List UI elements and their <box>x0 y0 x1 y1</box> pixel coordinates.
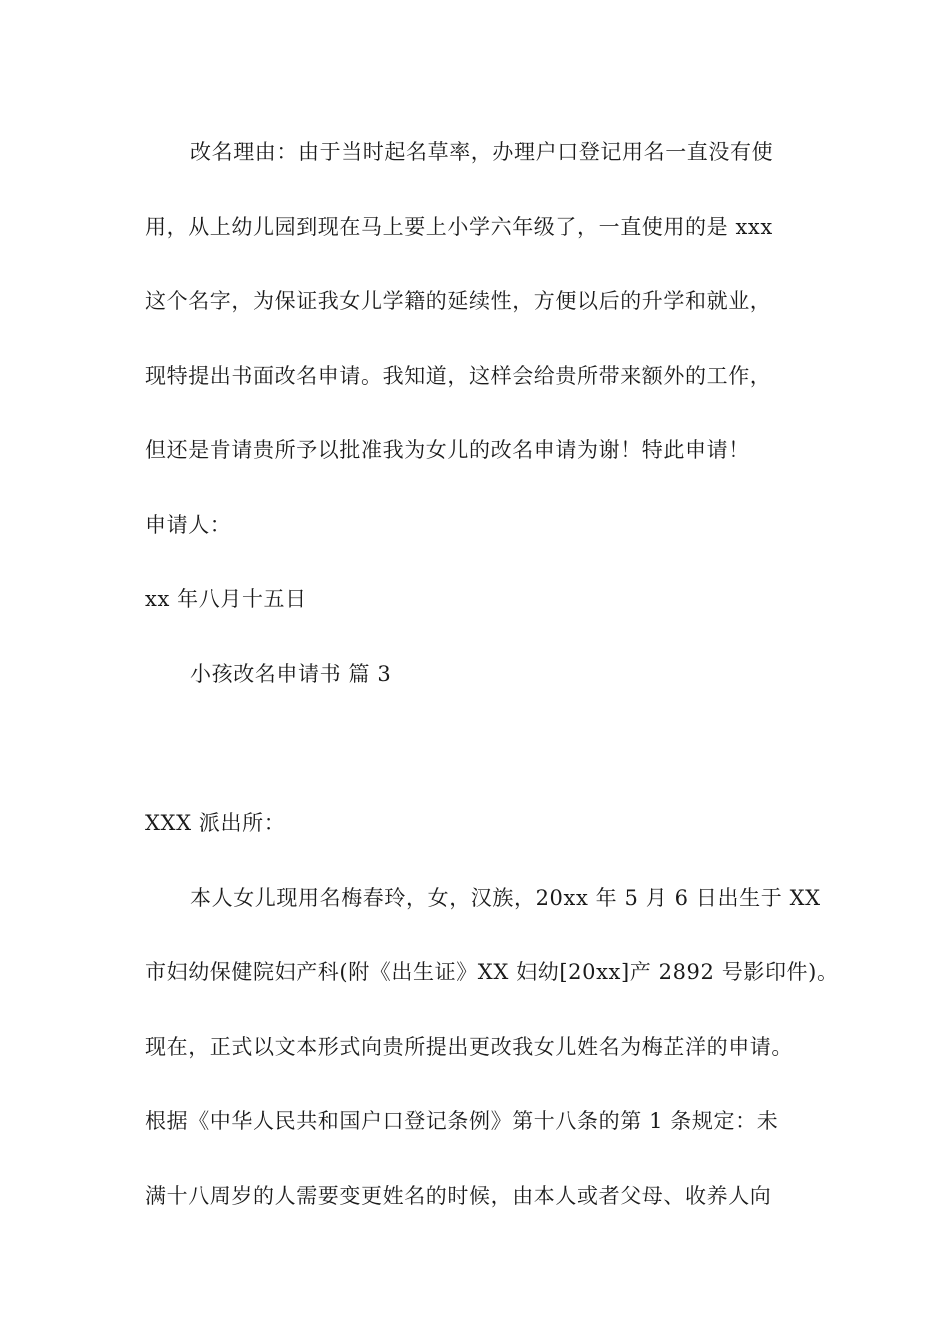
paragraph-line: 改名理由：由于当时起名草率，办理户口登记用名一直没有使 <box>190 140 774 164</box>
paragraph-line: 这个名字，为保证我女儿学籍的延续性，方便以后的升学和就业， <box>145 289 772 313</box>
paragraph-line: 现特提出书面改名申请。我知道，这样会给贵所带来额外的工作， <box>145 364 772 388</box>
applicant-label: 申请人： <box>145 513 232 537</box>
paragraph-line: 市妇幼保健院妇产科(附《出生证》XX 妇幼[20xx]产 2892 号影印件)。 <box>145 960 839 984</box>
paragraph-line: 用，从上幼儿园到现在马上要上小学六年级了，一直使用的是 xxx <box>145 215 773 239</box>
date-line: xx 年八月十五日 <box>145 587 307 611</box>
paragraph-line: 本人女儿现用名梅春玲，女，汉族，20xx 年 5 月 6 日出生于 XX <box>190 886 821 910</box>
paragraph-line: 现在，正式以文本形式向贵所提出更改我女儿姓名为梅芷洋的申请。 <box>145 1035 793 1059</box>
section-heading: 小孩改名申请书 篇 3 <box>190 662 392 686</box>
paragraph-line: 但还是肯请贵所予以批准我为女儿的改名申请为谢！特此申请！ <box>145 438 750 462</box>
paragraph-line: 满十八周岁的人需要变更姓名的时候，由本人或者父母、收养人向 <box>145 1184 772 1208</box>
paragraph-line: 根据《中华人民共和国户口登记条例》第十八条的第 1 条规定：未 <box>145 1109 779 1133</box>
addressee-line: XXX 派出所： <box>145 811 286 835</box>
